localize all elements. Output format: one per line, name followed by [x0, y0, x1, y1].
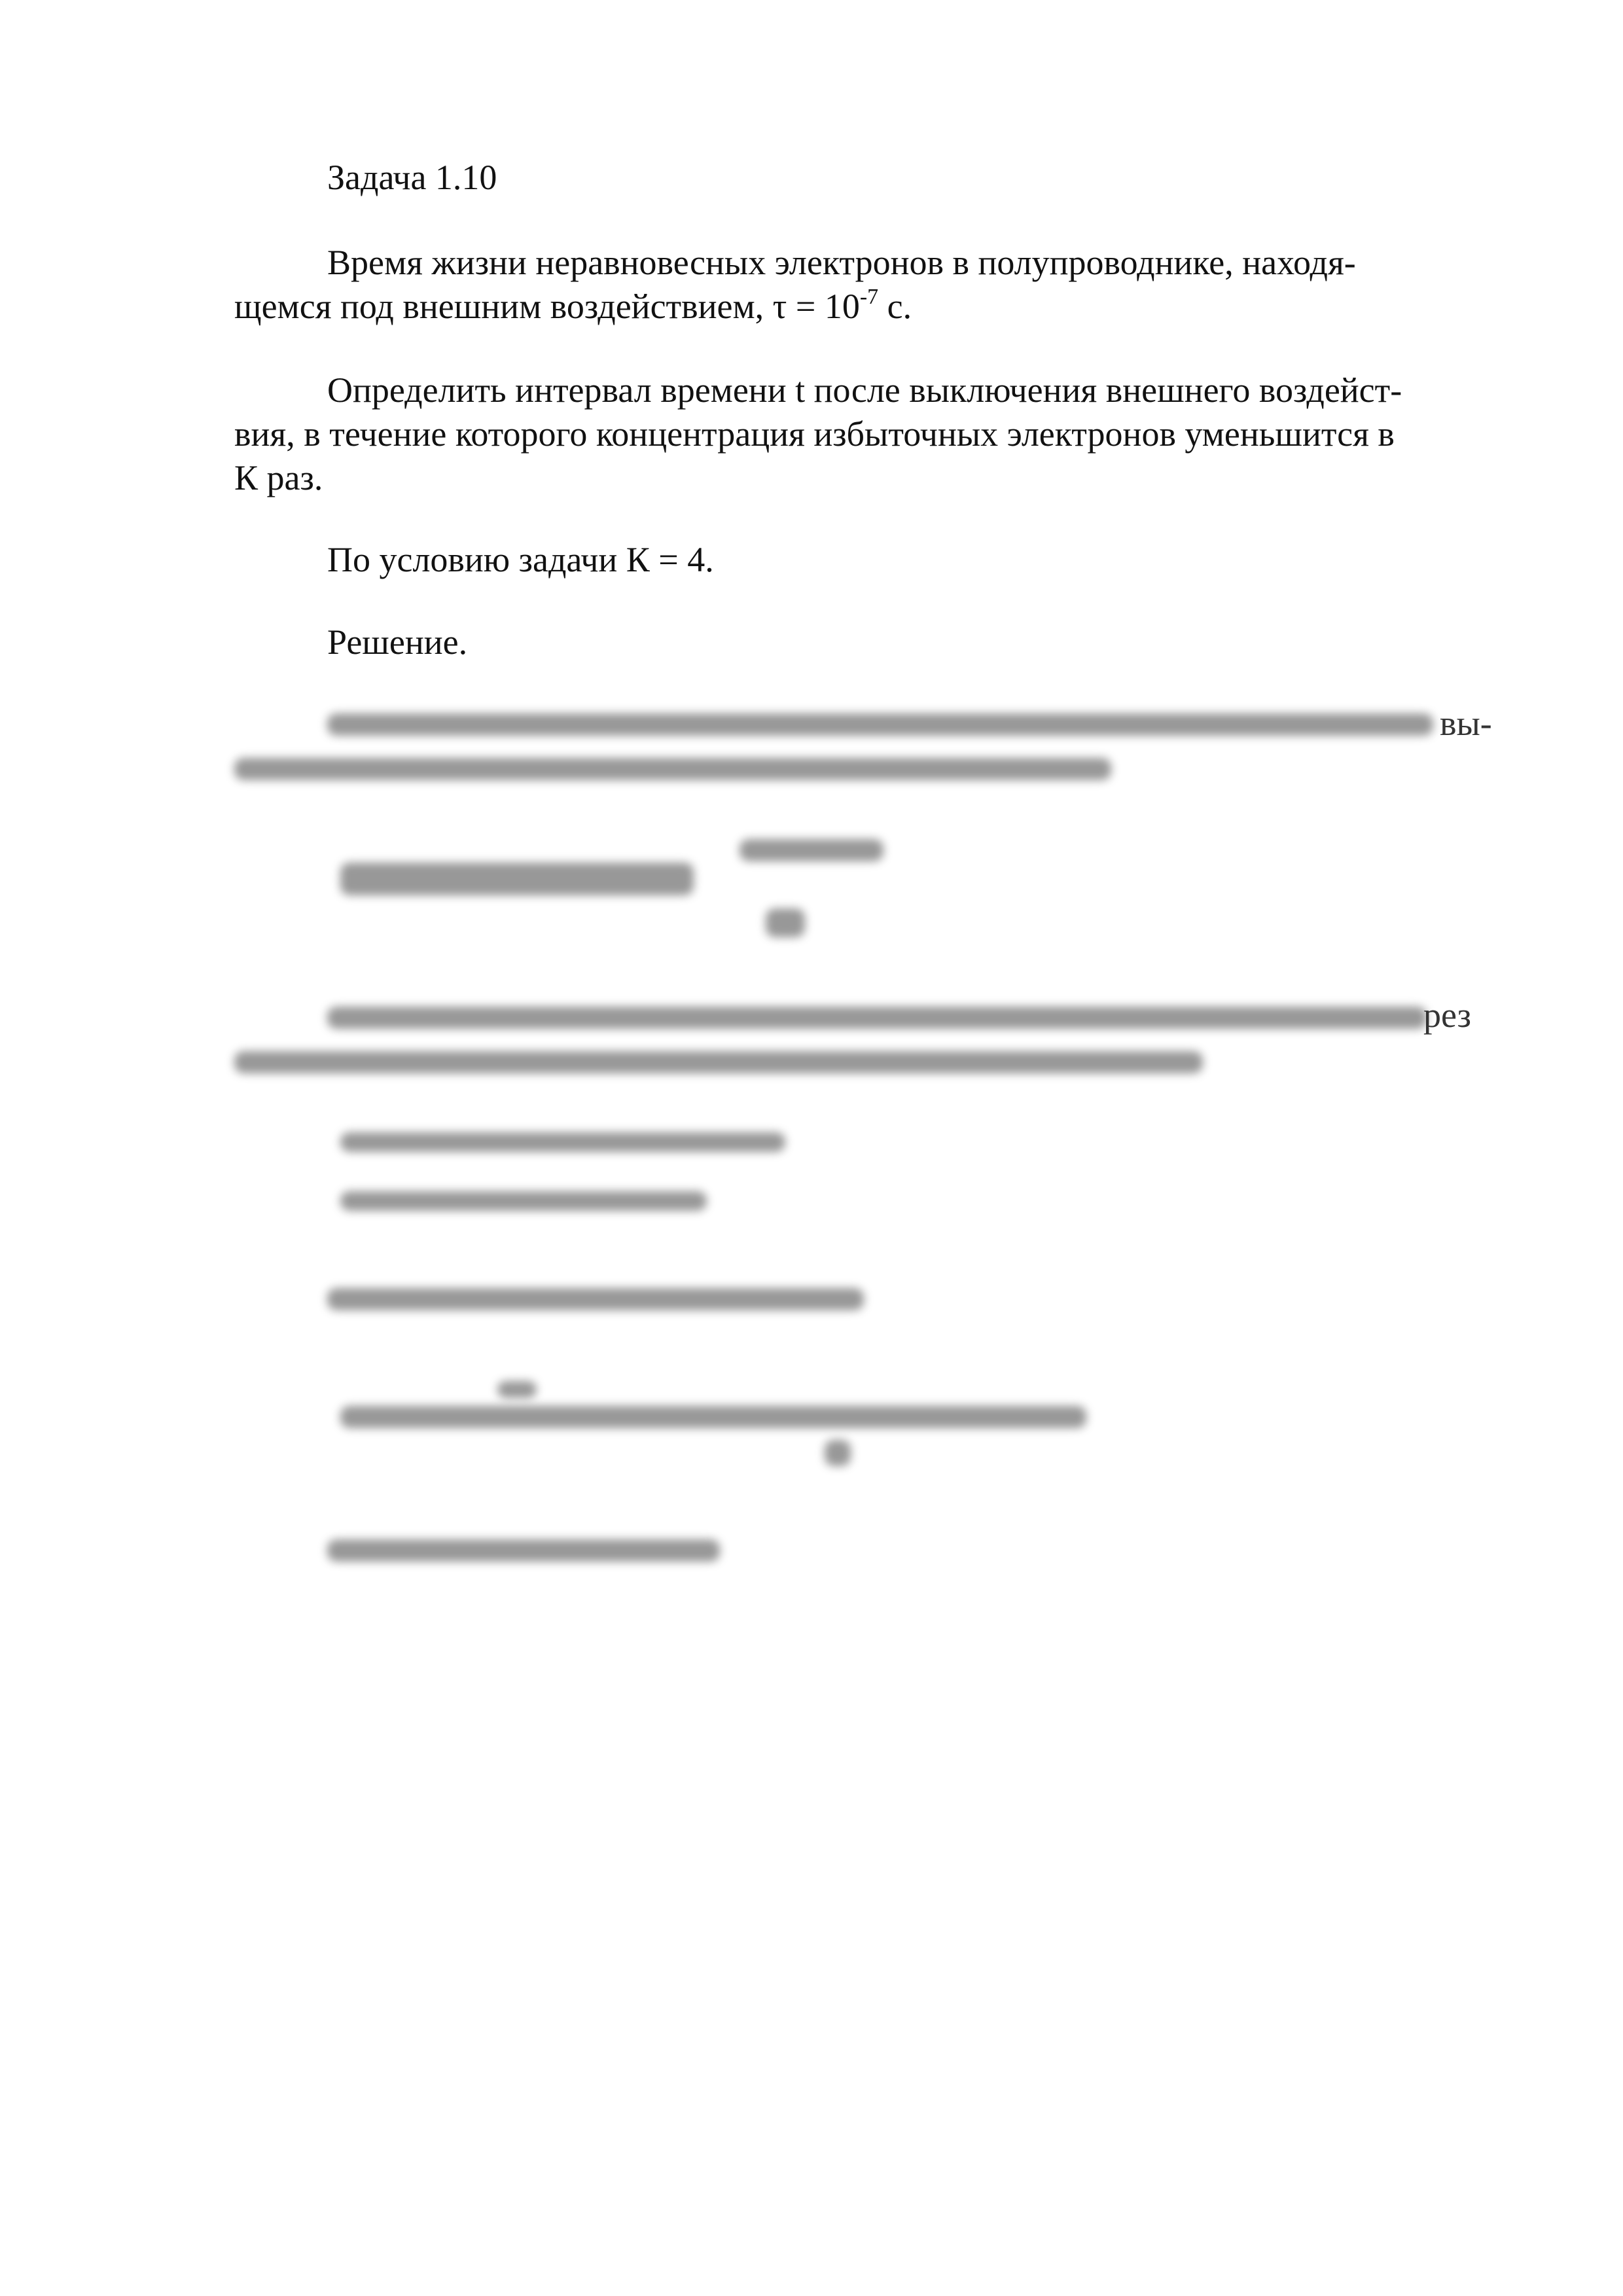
blurred-answer	[327, 1539, 720, 1562]
problem-condition: По условию задачи К = 4.	[327, 540, 714, 579]
blurred-line-tail: рез	[1423, 996, 1471, 1035]
blurred-formula	[740, 839, 883, 861]
problem-text-line: Время жизни неравновесных электронов в полупроводнике, находя-	[327, 243, 1356, 282]
unit-text: с.	[878, 287, 912, 326]
problem-text-line: Определить интервал времени t после выключения внешнего воздейст-	[327, 370, 1402, 410]
blurred-formula	[825, 1440, 851, 1466]
blurred-line	[234, 1051, 1203, 1073]
solution-heading: Решение.	[327, 622, 468, 662]
lifetime-text: щемся под внешним воздействием, τ = 10	[234, 287, 860, 326]
blurred-formula	[340, 1132, 785, 1152]
problem-text-line: К раз.	[234, 458, 323, 497]
blurred-formula	[766, 908, 805, 937]
blurred-formula	[340, 863, 694, 895]
blurred-line	[327, 713, 1433, 736]
blurred-formula	[497, 1381, 537, 1398]
problem-text-line: вия, в течение которого концентрация избыточных электронов уменьшится в	[234, 414, 1395, 454]
blurred-formula	[340, 1191, 707, 1211]
blurred-line-tail: вы-	[1440, 704, 1492, 743]
blurred-formula	[340, 1406, 1086, 1428]
problem-title: Задача 1.10	[327, 158, 497, 197]
blurred-line	[327, 1007, 1427, 1029]
blurred-line	[327, 1288, 864, 1310]
exponent: -7	[859, 285, 879, 309]
problem-text-line	[234, 285, 912, 328]
blurred-line	[234, 758, 1111, 780]
